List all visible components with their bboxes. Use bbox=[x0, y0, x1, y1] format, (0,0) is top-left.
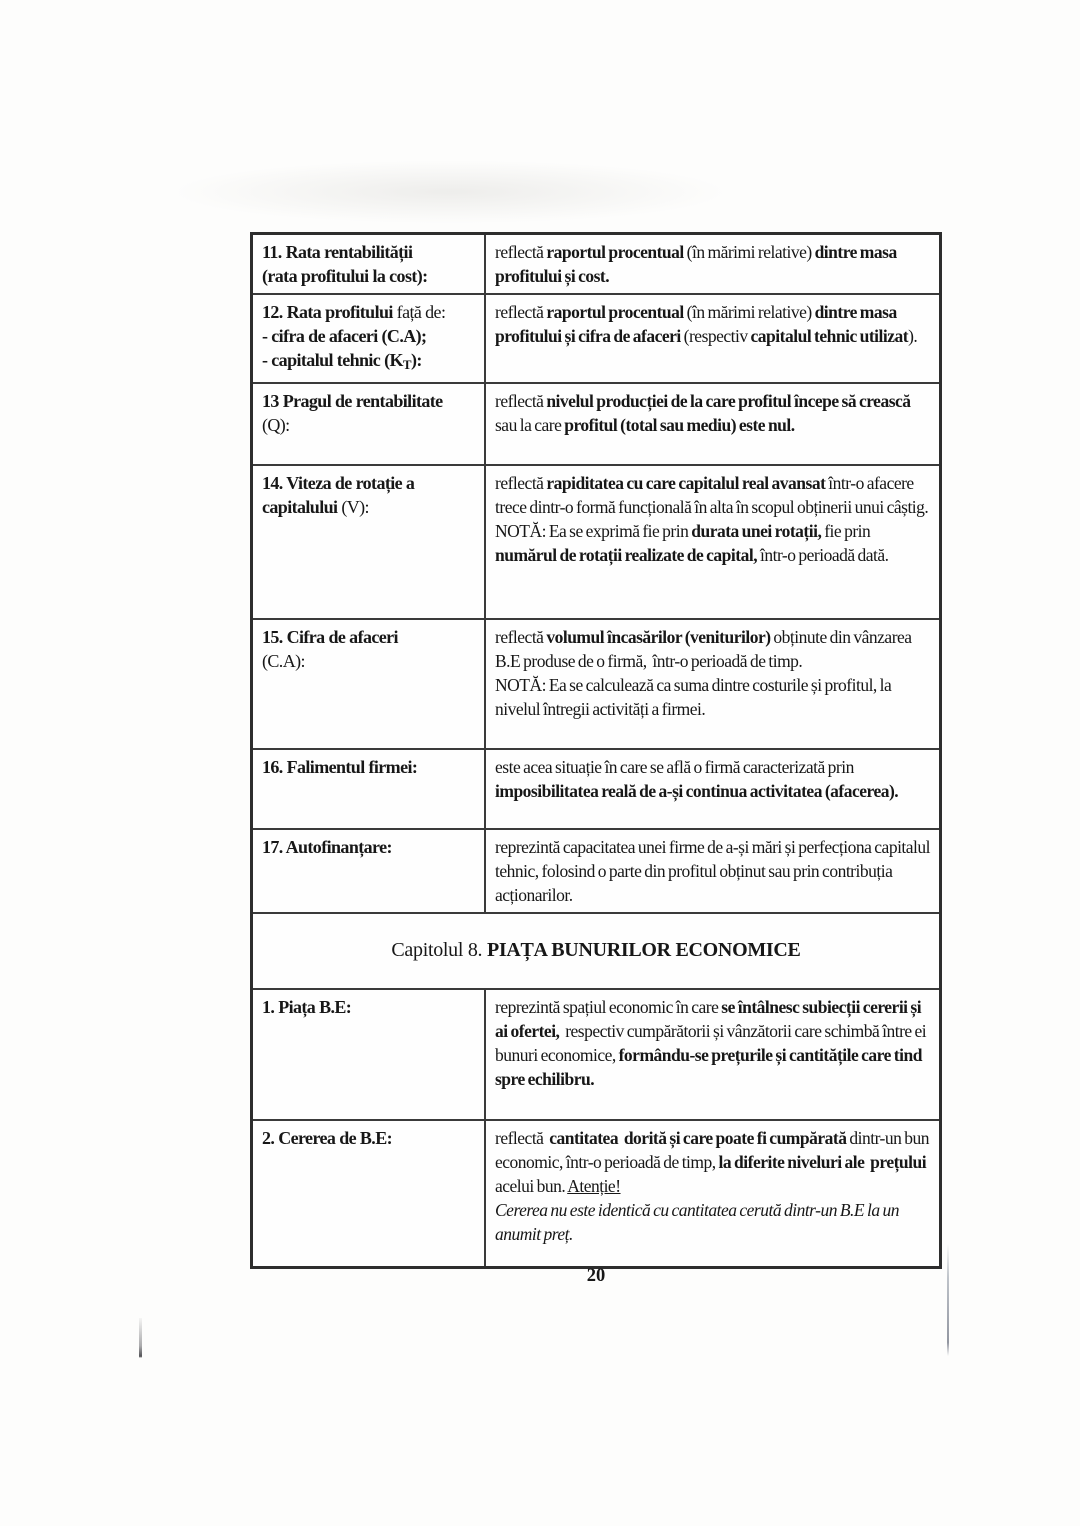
table-row bbox=[253, 750, 939, 830]
term-cell bbox=[253, 990, 486, 1119]
term-cell bbox=[253, 830, 486, 912]
term-line: 17. Autofinanțare: bbox=[262, 836, 392, 857]
table-row bbox=[253, 466, 939, 620]
term-line: 12. Rata profitului față de: bbox=[262, 302, 446, 322]
term-line: (Q): bbox=[262, 414, 290, 435]
page-edge-artifact bbox=[947, 1244, 949, 1356]
chapter-heading-row bbox=[253, 914, 939, 990]
definition-cell bbox=[486, 750, 939, 828]
term-line: 15. Cifra de afaceri bbox=[262, 626, 398, 647]
definition-cell bbox=[486, 466, 939, 618]
term-cell bbox=[253, 466, 486, 618]
definition-cell bbox=[486, 295, 939, 382]
term-line: 13 Pragul de rentabilitate bbox=[262, 390, 443, 411]
definition-paragraph: reflectă rapiditatea cu care capitalul real avansat într-o afacere trece dintr-o formă funcțională în alta în scopul obținerii unui câștig. bbox=[495, 472, 929, 517]
definition-paragraph: reflectă volumul încasărilor (veniturilor) obținute din vânzarea B.E produse de o firmă, într-o perioadă de timp. bbox=[495, 626, 912, 671]
glossary-table bbox=[250, 232, 942, 1269]
table-row bbox=[253, 830, 939, 914]
term-cell bbox=[253, 384, 486, 464]
definition-paragraph: reflectă nivelul producției de la care profitul începe să crească sau la care profitul (total sau mediu) este nul. bbox=[495, 390, 911, 435]
table-row bbox=[253, 1121, 939, 1266]
definition-cell bbox=[486, 235, 939, 293]
definition-cell bbox=[486, 990, 939, 1119]
term-cell bbox=[253, 235, 486, 293]
term-line: 11. Rata rentabilității bbox=[262, 242, 413, 262]
term-line: (C.A): bbox=[262, 650, 305, 671]
definition-cell bbox=[486, 830, 939, 912]
term-line: - capitalul tehnic (KT): bbox=[262, 350, 422, 372]
scan-shadow-haze bbox=[170, 160, 730, 224]
term-line: (rata profitului la cost): bbox=[262, 266, 428, 286]
term-line: 2. Cererea de B.E: bbox=[262, 1127, 393, 1148]
table-row bbox=[253, 620, 939, 750]
definition-paragraph: este acea situație în care se află o firmă caracterizată prin imposibilitatea reală de a-și continua activitatea (afacerea). bbox=[495, 756, 899, 801]
term-cell bbox=[253, 750, 486, 828]
term-cell bbox=[253, 1121, 486, 1266]
scan-mark-artifact bbox=[139, 1318, 142, 1358]
chapter-heading: Capitolul 8. PIAȚA BUNURILOR ECONOMICE bbox=[391, 939, 801, 962]
term-cell bbox=[253, 620, 486, 748]
definition-paragraph: reprezintă spațiul economic în care se întâlnesc subiecții cererii și ai ofertei, respectiv cumpărătorii și vânzătorii care schimbă între ei bunuri economice, formându-se prețurile și cantitățile care tind spre echilibru. bbox=[495, 996, 927, 1089]
term-line: 14. Viteza de rotație a bbox=[262, 472, 415, 493]
table-row bbox=[253, 235, 939, 295]
definition-cell bbox=[486, 1121, 939, 1266]
term-cell bbox=[253, 295, 486, 382]
definition-cell bbox=[486, 620, 939, 748]
table-row bbox=[253, 990, 939, 1121]
term-line: capitalului (V): bbox=[262, 496, 369, 517]
definition-paragraph: Cererea nu este identică cu cantitatea cerută dintr-un B.E la un anumit preț. bbox=[495, 1199, 899, 1244]
definition-paragraph: reflectă raportul procentual (în mărimi relative) dintre masa profitului și cost. bbox=[495, 242, 897, 286]
definition-cell bbox=[486, 384, 939, 464]
table-row bbox=[253, 384, 939, 466]
definition-paragraph: reflectă raportul procentual (în mărimi relative) dintre masa profitului și cifra de afaceri (respectiv capitalul tehnic utilizat). bbox=[495, 302, 918, 346]
term-line: 16. Falimentul firmei: bbox=[262, 756, 418, 777]
term-line: - cifra de afaceri (C.A); bbox=[262, 326, 427, 346]
definition-paragraph: reprezintă capacitatea unei firme de a-și mări și perfecționa capitalul tehnic, folosind o parte din profitul obținut sau prin contribuția acționarilor. bbox=[495, 836, 931, 905]
table-row bbox=[253, 295, 939, 384]
definition-paragraph: NOTĂ: Ea se calculează ca suma dintre costurile și profitul, la nivelul întregii activități a firmei. bbox=[495, 674, 892, 719]
definition-paragraph: NOTĂ: Ea se exprimă fie prin durata unei rotații, fie prin numărul de rotații realizate de capital, într-o perioadă dată. bbox=[495, 520, 889, 565]
page-number: 20 bbox=[586, 1266, 606, 1286]
term-line: 1. Piața B.E: bbox=[262, 996, 352, 1017]
definition-paragraph: reflectă cantitatea dorită și care poate fi cumpărată dintr-un bun economic, într-o perioadă de timp, la diferite niveluri ale prețului acelui bun. Atenție! bbox=[495, 1127, 929, 1196]
